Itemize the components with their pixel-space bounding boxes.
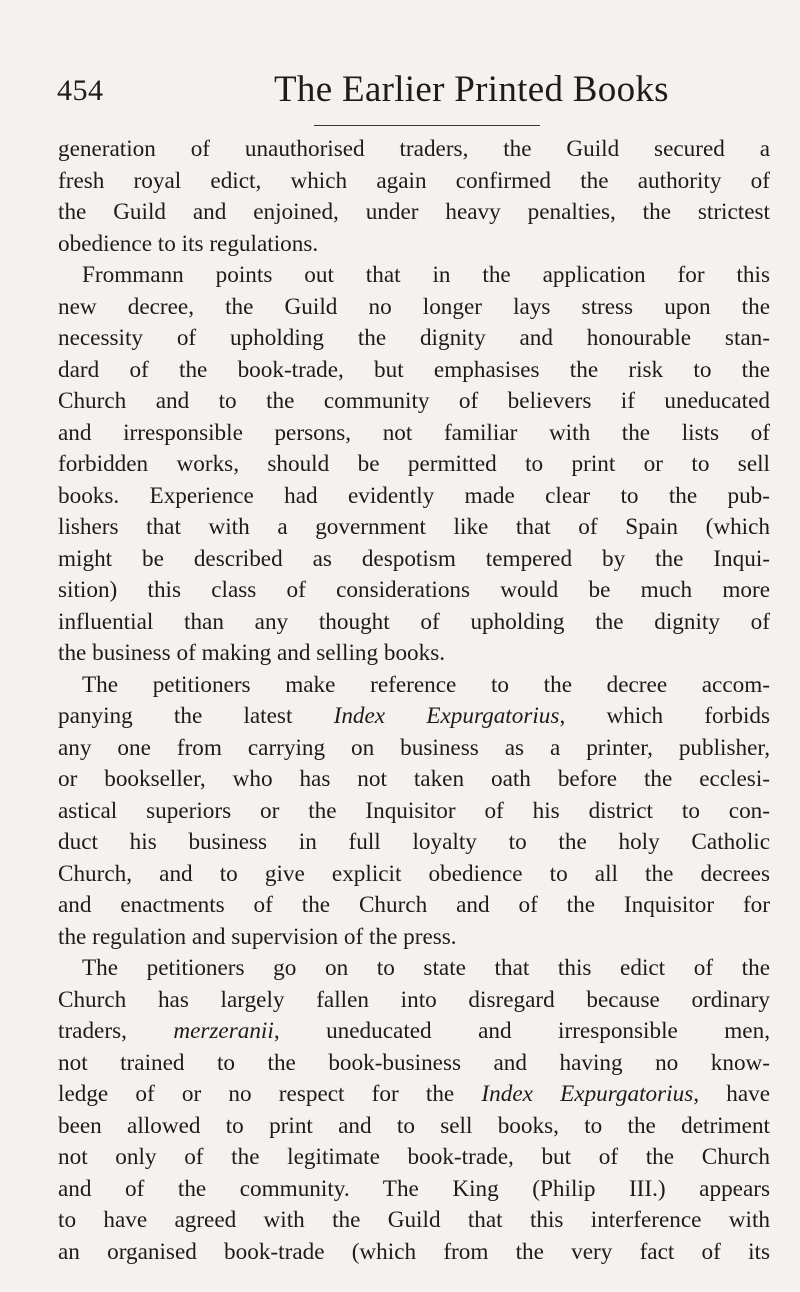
text-line: the regulation and supervision of the press.	[58, 923, 457, 950]
text-line: been allowed to print and to sell books, to the detriment	[58, 1112, 770, 1139]
text-line: the Guild and enjoined, under heavy penalties, the strictest	[58, 199, 770, 225]
text-line: fresh royal edict, which again confirmed the authority of	[58, 167, 770, 194]
text-line-italic	[58, 1079, 770, 1111]
text-line: dard of the book-trade, but emphasises the risk to the	[58, 356, 770, 383]
text-line: and irresponsible persons, not familiar with the lists of	[58, 419, 770, 446]
text-line: any one from carrying on business as a printer, publisher,	[58, 734, 770, 761]
line-text: panying the latest	[58, 703, 334, 729]
header-rule	[314, 125, 540, 126]
text-line: not only of the legitimate book-trade, but of the Church	[58, 1144, 770, 1170]
text-line: Church has largely fallen into disregard because ordinary	[58, 986, 770, 1013]
page-header	[57, 68, 742, 112]
text-line: not trained to the book-business and having no know-	[58, 1049, 770, 1076]
text-line: or bookseller, who has not taken oath before the ecclesi-	[58, 766, 770, 792]
text-line: the business of making and selling books.	[58, 640, 446, 666]
text-line: to have agreed with the Guild that this interference with	[58, 1207, 770, 1233]
page-number: 454	[57, 74, 104, 107]
text-line: sition) this class of considerations would be much more	[58, 577, 770, 603]
text-line: The petitioners go on to state that this edict of the	[82, 955, 770, 981]
text-line: and enactments of the Church and of the Inquisitor for	[58, 892, 770, 918]
text-line: Church and to the community of believers if uneducated	[58, 388, 770, 414]
text-line: and of the community. The King (Philip III.) appears	[58, 1175, 770, 1202]
text-line: astical superiors or the Inquisitor of his district to con-	[58, 797, 770, 824]
text-line: books. Experience had evidently made clear to the pub-	[58, 482, 770, 509]
text-line: influential than any thought of upholding the dignity of	[58, 608, 770, 635]
text-line: Church, and to give explicit obedience to all the decrees	[58, 860, 770, 887]
text-line: necessity of upholding the dignity and honourable stan-	[58, 325, 770, 351]
italic-term: merzeranii	[173, 1018, 274, 1044]
text-line: an organised book-trade (which from the very fact of its	[58, 1238, 770, 1265]
text-line: obedience to its regulations.	[58, 230, 319, 257]
italic-title: Index Expurgatorius	[333, 703, 560, 729]
body-text	[58, 134, 770, 1268]
italic-title: Index Expurgatorius	[481, 1081, 694, 1107]
line-text: , which forbids	[559, 703, 771, 729]
line-text: traders,	[58, 1018, 174, 1044]
text-line: generation of unauthorised traders, the Guild secured a	[58, 136, 770, 162]
text-line: forbidden works, should be permitted to print or to sell	[58, 451, 770, 477]
text-line: Frommann points out that in the application for this	[82, 262, 770, 288]
line-text: , uneducated and irresponsible men,	[273, 1018, 770, 1044]
text-line-italic	[58, 1016, 770, 1048]
running-title: The Earlier Printed Books	[274, 69, 669, 110]
line-text: ledge of or no respect for the	[58, 1081, 482, 1107]
text-line: might be described as despotism tempered by the Inqui-	[58, 545, 770, 572]
text-line: duct his business in full loyalty to the holy Catholic	[58, 829, 770, 855]
text-line-italic	[58, 701, 770, 733]
text-line: new decree, the Guild no longer lays stress upon the	[58, 293, 770, 320]
line-text: , have	[693, 1081, 770, 1107]
text-line: lishers that with a government like that of Spain (which	[58, 514, 770, 540]
text-line: The petitioners make reference to the decree accom-	[82, 671, 770, 698]
